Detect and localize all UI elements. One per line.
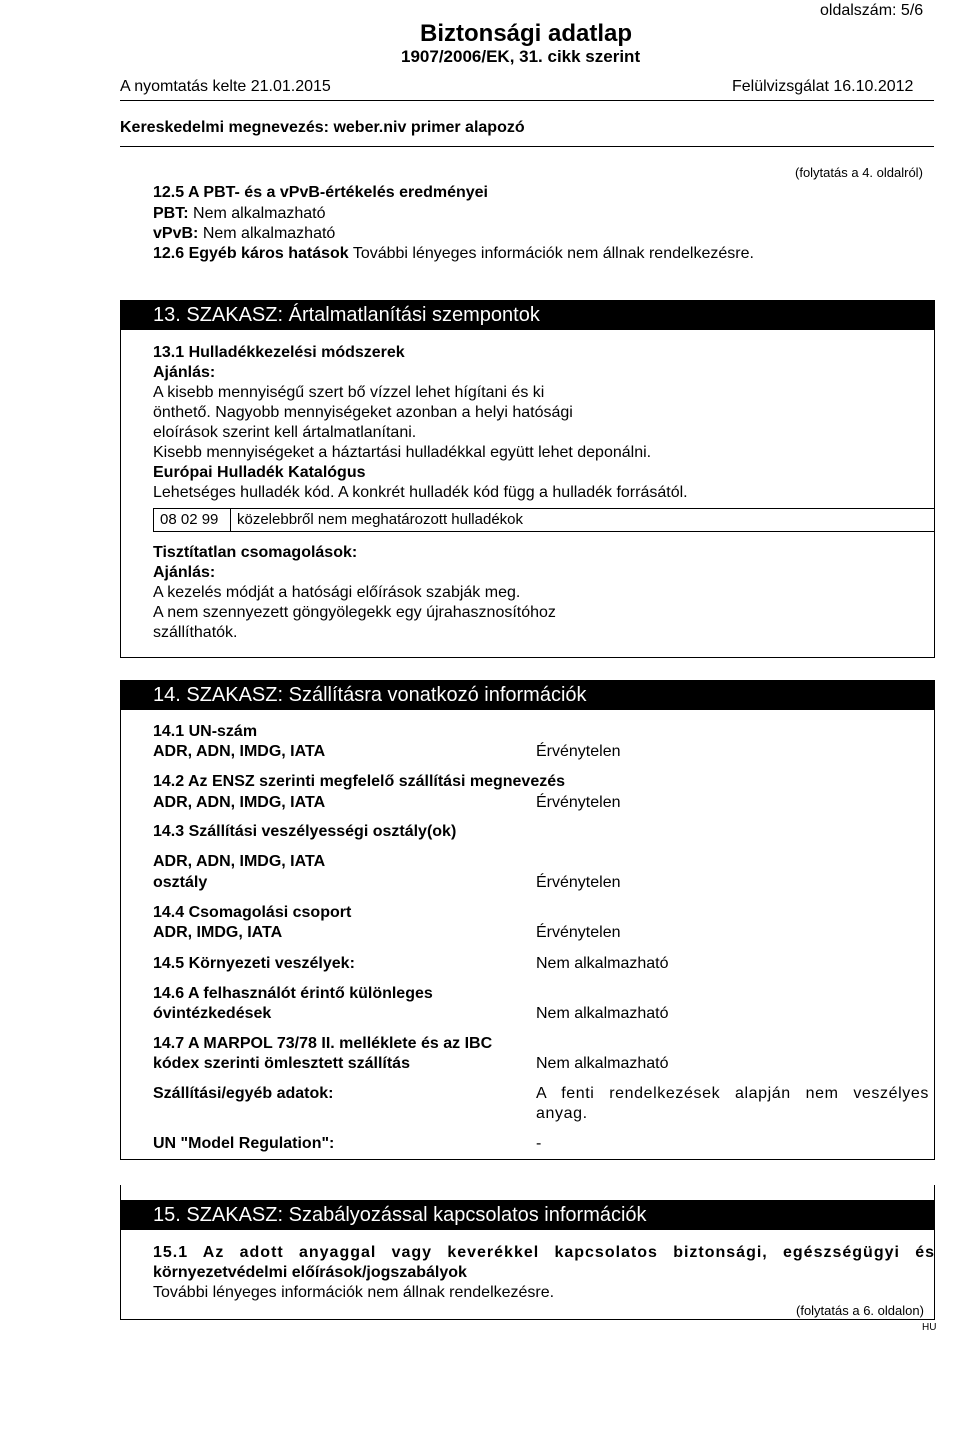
section-14-5-title: 14.5 Környezeti veszélyek: [153,955,355,972]
section-14-5-value: Nem alkalmazható [536,955,669,972]
section-14-1-value: Érvénytelen [536,743,621,760]
section-12-6-text: További lényeges információk nem állnak rendelkezésre. [352,245,754,262]
section-14-6-title-line-2: óvintézkedések [153,1005,272,1022]
document-title: Biztonsági adatlap [420,20,633,47]
section-14-2-modes: ADR, ADN, IMDG, IATA [153,794,326,811]
section-14-6-value: Nem alkalmazható [536,1005,669,1022]
un-model-regulation-label: UN "Model Regulation": [153,1135,335,1152]
section-14-4-value: Érvénytelen [536,924,621,941]
section-14-7-title-line-1: 14.7 A MARPOL 73/78 II. melléklete és az IBC [153,1035,493,1052]
revision-date: Felülvizsgálat 16.10.2012 [732,78,914,95]
trade-name: Kereskedelmi megnevezés: weber.niv primer alapozó [120,119,525,136]
section-14-2-title: 14.2 Az ENSZ szerinti megfelelő szállítási megnevezés [153,773,566,790]
section-15-1-text: További lényeges információk nem állnak rendelkezésre. [153,1284,555,1301]
waste-code: 08 02 99 [160,511,219,528]
packaging-line-2: A nem szennyezett göngyölegekk egy újrahasznosítóhoz [153,604,556,621]
ewc-title: Európai Hulladék Katalógus [153,464,366,481]
un-model-regulation-value: - [536,1135,542,1152]
packaging-line-3: szállíthatók. [153,624,238,641]
section-15-1-title-line-2: környezetvédelmi előírások/jogszabályok [153,1264,467,1281]
pbt-label: PBT: [153,205,189,222]
language-code: HU [922,1322,937,1333]
transport-other-label: Szállítási/egyéb adatok: [153,1085,334,1102]
section-14-1-modes: ADR, ADN, IMDG, IATA [153,743,326,760]
section-14-3-class-label: osztály [153,874,208,891]
section-15-1-title-line-1: 15.1 Az adott anyaggal vagy keverékkel kapcsolatos biztonsági, egészségügyi és [153,1244,935,1261]
section-13-1-title: 13.1 Hulladékkezelési módszerek [153,344,405,361]
recommendation-label: Ajánlás: [153,364,216,381]
pbt-row [153,205,326,223]
waste-code-separator [230,509,231,531]
vpvb-value: Nem alkalmazható [202,225,336,242]
packaging-title: Tisztítatlan csomagolások: [153,544,358,561]
section-14-3-title: 14.3 Szállítási veszélyességi osztály(ok) [153,823,457,840]
header-divider [120,100,934,101]
packaging-recommendation-label: Ajánlás: [153,564,216,581]
section-14-3-value: Érvénytelen [536,874,621,891]
section-14-6-title-line-1: 14.6 A felhasználót érintő különleges [153,985,433,1002]
section-14-4-modes: ADR, IMDG, IATA [153,924,283,941]
section-12-6-row [153,245,754,263]
disposal-line-3: eloírások szerint kell ártalmatlanítani. [153,424,417,441]
pbt-value: Nem alkalmazható [193,205,326,222]
waste-description: közelebbről nem meghatározott hulladékok [237,511,524,528]
section-15-heading: 15. SZAKASZ: Szabályozással kapcsolatos információk [120,1200,935,1230]
transport-other-value: A fenti rendelkezések alapján nem veszélyes anyag. [536,1085,929,1122]
section-13-heading: 13. SZAKASZ: Ártalmatlanítási szempontok [120,300,935,330]
section-14-2-value: Érvénytelen [536,794,621,811]
disposal-line-4: Kisebb mennyiségeket a háztartási hulladékkal együtt lehet deponálni. [153,444,652,461]
packaging-line-1: A kezelés módját a hatósági előírások szabják meg. [153,584,521,601]
section-12-5-title: 12.5 A PBT- és a vPvB-értékelés eredményei [153,184,488,201]
section-14-4-title: 14.4 Csomagolási csoport [153,904,352,921]
section-14-7-value: Nem alkalmazható [536,1055,669,1072]
section-14-heading: 14. SZAKASZ: Szállításra vonatkozó információk [120,680,935,710]
vpvb-row [153,225,335,243]
print-date: A nyomtatás kelte 21.01.2015 [120,78,331,95]
disposal-line-1: A kisebb mennyiségű szert bő vízzel lehet hígítani és ki [153,384,545,401]
page-number: oldalszám: 5/6 [820,2,924,19]
continuation-note-bottom: (folytatás a 6. oldalon) [796,1303,924,1318]
vpvb-label: vPvB: [153,225,199,242]
section-14-7-title-line-2: kódex szerinti ömlesztett szállítás [153,1055,410,1072]
disposal-line-2: önthető. Nagyobb mennyiségeket azonban a helyi hatósági [153,404,573,421]
waste-code-row [153,508,935,532]
section-14-1-title: 14.1 UN-szám [153,723,258,740]
section-14-3-modes: ADR, ADN, IMDG, IATA [153,853,326,870]
document-subtitle: 1907/2006/EK, 31. cikk szerint [401,47,641,66]
section-12-6-title: 12.6 Egyéb káros hatások [153,245,349,262]
continuation-note-top: (folytatás a 4. oldalról) [795,165,923,180]
ewc-note: Lehetséges hulladék kód. A konkrét hulladék kód függ a hulladék forrásától. [153,484,688,501]
header-divider-2 [120,146,934,147]
